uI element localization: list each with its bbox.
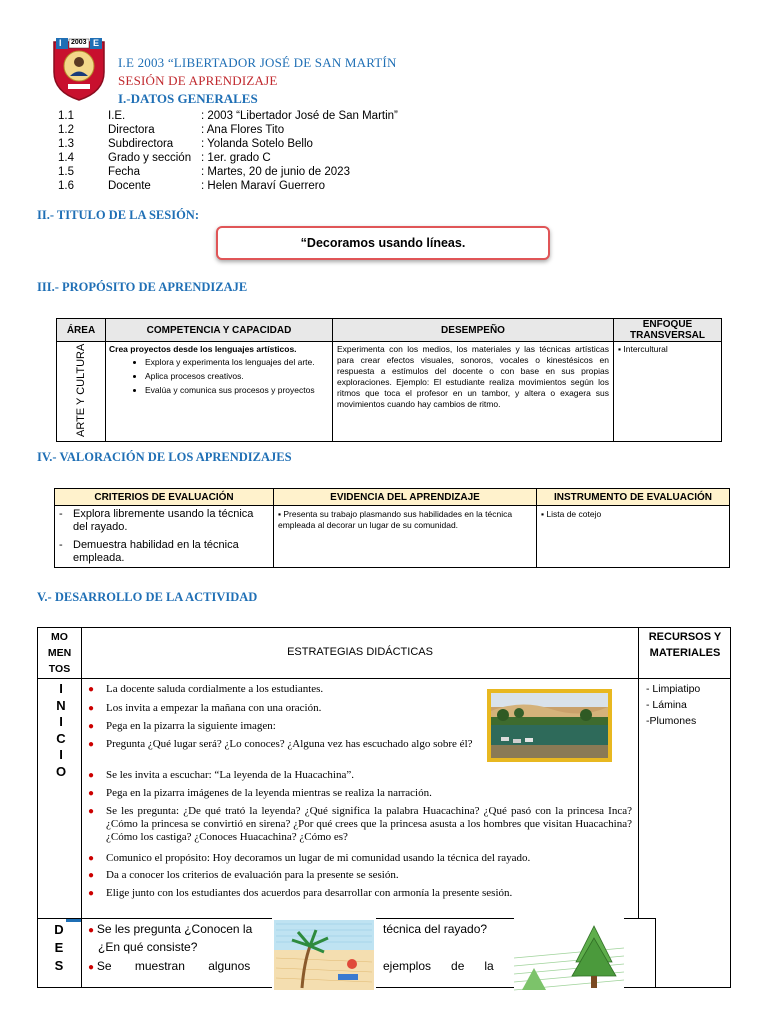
datos-num: 1.6 xyxy=(58,180,74,192)
inicio-item-text: Da a conocer los criterios de evaluación para la presente se sesión. xyxy=(106,869,399,881)
datos-label: Subdirectora xyxy=(108,138,174,150)
des-question-1: ● Se les pregunta ¿Conocen la xyxy=(88,922,253,936)
datos-value: : Martes, 20 de junio de 2023 xyxy=(201,166,350,178)
col-estrategias: ESTRATEGIAS DIDÁCTICAS xyxy=(287,646,433,658)
inicio-item-text: Los invita a empezar la mañana con una oración. xyxy=(106,702,322,714)
datos-num: 1.1 xyxy=(58,110,74,122)
des-question-2: ¿En qué consiste? xyxy=(98,940,198,954)
proposito-table xyxy=(56,318,722,442)
inicio-item: ● Se les invita a escuchar: “La leyenda de la Huacachina”. xyxy=(92,769,632,782)
capacidad-item: • Aplica procesos creativos. xyxy=(145,371,329,382)
logo-year: 2003 xyxy=(71,39,87,46)
col-evidencia: EVIDENCIA DEL APRENDIZAJE xyxy=(274,489,537,506)
rayado-example-tree xyxy=(514,918,624,992)
datos-label: Grado y sección xyxy=(108,152,192,164)
inicio-item-text: Pega en la pizarra la siguiente imagen: xyxy=(106,720,276,732)
school-name: I.E 2003 “LIBERTADOR JOSÉ DE SAN MARTÍN xyxy=(118,55,397,70)
recurso-item: -Plumones xyxy=(646,715,697,727)
huacachina-photo xyxy=(487,689,612,762)
datos-value: : 1er. grado C xyxy=(201,152,271,164)
datos-label: Directora xyxy=(108,124,155,136)
divider xyxy=(81,919,82,988)
col-enfoque: ENFOQUE TRANSVERSAL xyxy=(614,319,722,342)
datos-label: I.E. xyxy=(108,110,126,122)
inicio-item: ● Pregunta ¿Qué lugar será? ¿Lo conoces? ¿Alguna vez has escuchado algo sobre él? xyxy=(92,738,492,751)
des-question-3a: Se muestran algunos xyxy=(96,959,251,973)
instrumento-text: Lista de cotejo xyxy=(546,509,602,519)
des-question-3b: ejemplos de la xyxy=(383,959,494,973)
inicio-item: ● Se les pregunta: ¿De qué trató la leyenda? ¿Qué significa la palabra Huacachina? ¿Qué pasó con la princesa Inca? ¿Cómo la princesa se convirtió en sirena? ¿Por qué crees que la princesa asusta a los hombres que visitan Huacachina? ¿Cómo los castiga? ¿Conoces Huacachina? ¿Cómo es? xyxy=(88,805,632,843)
inicio-label: I N I C I O xyxy=(55,681,67,779)
instrumento-cell: ▪ Lista de cotejo xyxy=(537,506,730,568)
area-cell xyxy=(57,342,106,442)
datos-value: : Helen Maraví Guerrero xyxy=(201,180,325,192)
school-crest-icon xyxy=(50,34,108,102)
des-question-3: ● Se muestran algunos xyxy=(88,959,251,973)
inicio-item: ● Pega en la pizarra la siguiente imagen: xyxy=(92,720,632,733)
criterios-cell xyxy=(55,506,274,568)
proposito-heading: III.- PROPÓSITO DE APRENDIZAJE xyxy=(37,280,248,294)
divider xyxy=(638,627,639,919)
col-competencia: COMPETENCIA Y CAPACIDAD xyxy=(106,319,333,342)
col-instrumento: INSTRUMENTO DE EVALUACIÓN xyxy=(537,489,730,506)
inicio-item: ● Los invita a empezar la mañana con una oración. xyxy=(92,702,632,715)
titulo-heading: II.- TITULO DE LA SESIÓN: xyxy=(37,208,199,222)
col-momentos: MO MEN TOS xyxy=(47,631,72,675)
inicio-item-text: Comunico el propósito: Hoy decoramos un lugar de mi comunidad usando la técnica del rayado. xyxy=(106,852,531,864)
rayado-example-beach xyxy=(272,918,376,992)
inicio-item-text: Elige junto con los estudiantes dos acuerdos para desarrollar con armonía la presente sesión. xyxy=(106,887,513,899)
inicio-item: ● Pega en la pizarra imágenes de la leyenda mientras se realiza la narración. xyxy=(92,787,632,800)
competencia-cell xyxy=(106,342,333,442)
divider xyxy=(655,919,656,988)
des-question-1b: técnica del rayado? xyxy=(383,922,488,936)
competencia-title: Crea proyectos desde los lenguajes artísticos. xyxy=(109,344,297,354)
datos-heading: I.-DATOS GENERALES xyxy=(118,91,258,106)
enfoque-cell: ▪ Intercultural xyxy=(614,342,722,442)
desarrollo-label: D E S xyxy=(54,922,64,973)
datos-value: : 2003 “Libertador José de San Martin” xyxy=(201,110,398,122)
inicio-item-text: Pregunta ¿Qué lugar será? ¿Lo conoces? ¿Alguna vez has escuchado algo sobre él? xyxy=(106,738,473,750)
inicio-item: ● Elige junto con los estudiantes dos acuerdos para desarrollar con armonía la presente sesión. xyxy=(92,887,632,900)
col-area: ÁREA xyxy=(57,319,106,342)
inicio-item-text: La docente saluda cordialmente a los estudiantes. xyxy=(106,683,324,695)
criterio-item: - Demuestra habilidad en la técnica empleada. xyxy=(59,539,269,565)
datos-num: 1.3 xyxy=(58,138,74,150)
capacidades-list xyxy=(109,357,329,396)
valoracion-heading: IV.- VALORACIÓN DE LOS APRENDIZAJES xyxy=(37,450,292,464)
datos-num: 1.5 xyxy=(58,166,74,178)
recurso-item: - Lámina xyxy=(646,699,687,711)
capacidad-item: • Evalúa y comunica sus procesos y proyectos xyxy=(145,385,329,396)
datos-value: : Ana Flores Tito xyxy=(201,124,285,136)
logo-letter-i: I xyxy=(59,38,62,48)
datos-value: : Yolanda Sotelo Bello xyxy=(201,138,313,150)
inicio-item-text: Pega en la pizarra imágenes de la leyenda mientras se realiza la narración. xyxy=(106,787,432,799)
col-desempeno: DESEMPEÑO xyxy=(333,319,614,342)
des-question-1a: Se les pregunta ¿Conocen la xyxy=(96,922,253,936)
criterio-item: - Explora libremente usando la técnica del rayado. xyxy=(59,508,269,534)
divider xyxy=(37,678,731,679)
inicio-item-text: Se les invita a escuchar: “La leyenda de la Huacachina”. xyxy=(106,769,354,781)
datos-label: Fecha xyxy=(108,166,140,178)
evidencia-text: Presenta su trabajo plasmando sus habilidades en la técnica empleada al decorar un lugar de su comunidad. xyxy=(278,509,513,530)
evidencia-cell: ▪ Presenta su trabajo plasmando sus habilidades en la técnica empleada al decorar un lugar de su comunidad. xyxy=(274,506,537,568)
session-label: SESIÓN DE APRENDIZAJE xyxy=(118,73,278,88)
criterio-text: Demuestra habilidad en la técnica empleada. xyxy=(73,539,239,564)
inicio-item-text: Se les pregunta: ¿De qué trató la leyenda? ¿Qué significa la palabra Huacachina? ¿Qué pasó con la princesa Inca? ¿Cómo la princesa se convirtió en sirena? ¿Por qué crees que la princesa asusta a los hombres que visitan Huacachina? ¿Cómo los castiga? ¿Conoces Huacachina? ¿Cómo es? xyxy=(106,805,632,843)
recurso-item: - Limpiatipo xyxy=(646,683,701,695)
desempeno-cell: Experimenta con los medios, los materiales y las técnicas artísticas para crear efectos visuales, sonoros, vocales o kinestésicos en respuesta a estímulos del docente o con base en sus propias exploraciones. Ejemplo: El estudiante realiza movimientos según los ritmos que toca el profesor en un tambor, y altera o exagera sus movimientos cuando hay cambios de ritmo. xyxy=(333,342,614,442)
datos-num: 1.4 xyxy=(58,152,74,164)
col-criterios: CRITERIOS DE EVALUACIÓN xyxy=(55,489,274,506)
inicio-item: ● La docente saluda cordialmente a los estudiantes. xyxy=(92,683,632,696)
datos-num: 1.2 xyxy=(58,124,74,136)
logo-letter-e: E xyxy=(93,38,100,48)
divider xyxy=(66,919,81,922)
valoracion-table xyxy=(54,488,730,568)
session-title-box: “Decoramos usando líneas. xyxy=(216,226,550,260)
divider xyxy=(81,627,82,919)
inicio-item: ● Comunico el propósito: Hoy decoramos un lugar de mi comunidad usando la técnica del rayado. xyxy=(92,852,632,865)
desarrollo-heading: V.- DESARROLLO DE LA ACTIVIDAD xyxy=(37,590,258,604)
recursos-list xyxy=(646,681,700,729)
enfoque-value: Intercultural xyxy=(623,344,668,354)
criterio-text: Explora libremente usando la técnica del rayado. xyxy=(73,508,254,533)
col-recursos: RECURSOS Y MATERIALES xyxy=(648,631,722,659)
datos-label: Docente xyxy=(108,180,151,192)
area-label: ARTE Y CULTURA xyxy=(75,343,87,437)
inicio-item: ● Da a conocer los criterios de evaluación para la presente se sesión. xyxy=(92,869,632,882)
capacidad-item: • Explora y experimenta los lenguajes del arte. xyxy=(145,357,329,368)
